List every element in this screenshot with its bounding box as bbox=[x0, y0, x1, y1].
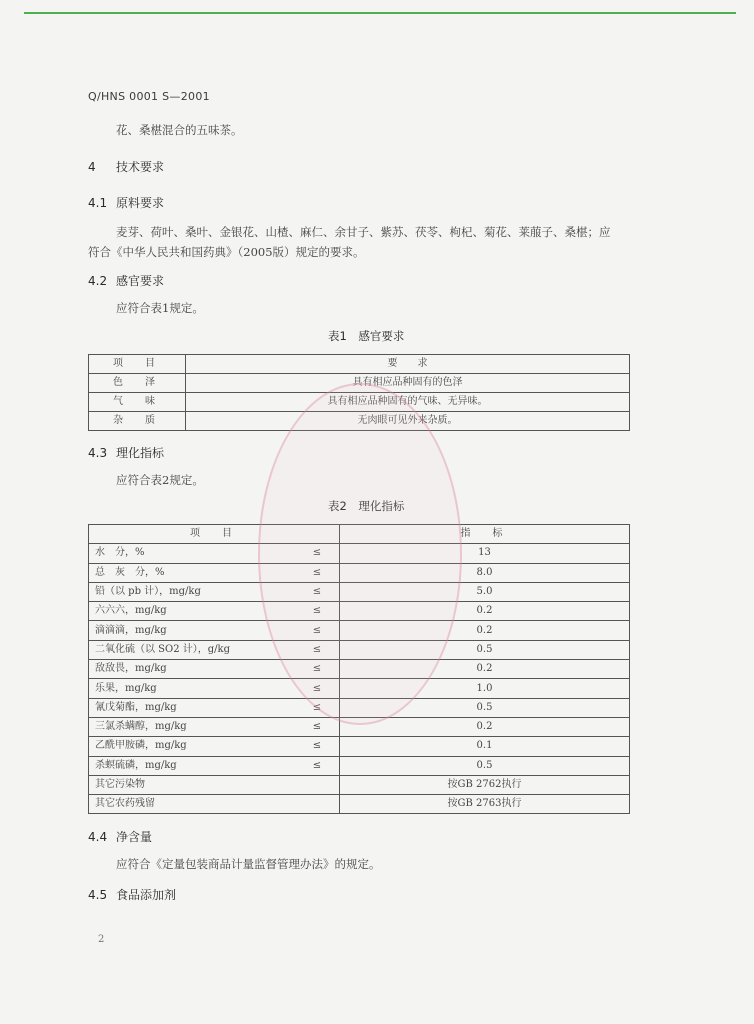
item-cell: 敌敌畏，mg/kg bbox=[89, 660, 296, 679]
table-header-row bbox=[89, 355, 630, 374]
symbol-cell: ≤ bbox=[295, 621, 340, 640]
section-number: 4.3 bbox=[88, 446, 108, 460]
section-title: 原料要求 bbox=[116, 196, 165, 210]
value-cell: 0.5 bbox=[340, 756, 630, 775]
header-cell: 指 标 bbox=[340, 525, 630, 544]
symbol-cell bbox=[295, 775, 340, 794]
section-number: 4.1 bbox=[88, 196, 108, 210]
section-title: 技术要求 bbox=[116, 160, 165, 174]
value-cell: 0.5 bbox=[340, 640, 630, 659]
requirement-cell: 具有相应品种固有的色泽 bbox=[186, 374, 630, 393]
value-cell: 5.0 bbox=[340, 582, 630, 601]
raw-materials-text-line-1: 麦芽、荷叶、桑叶、金银花、山楂、麻仁、余甘子、紫苏、茯苓、枸杞、菊花、莱菔子、桑椹；应 bbox=[116, 225, 611, 239]
net-content-text: 应符合《定量包装商品计量监督管理办法》的规定。 bbox=[116, 857, 381, 871]
section-number: 4.5 bbox=[88, 888, 108, 902]
section-number: 4.4 bbox=[88, 830, 108, 844]
header-cell: 项 目 bbox=[89, 355, 186, 374]
item-cell: 其它农药残留 bbox=[89, 795, 296, 814]
value-cell: 0.2 bbox=[340, 602, 630, 621]
section-4-heading bbox=[88, 158, 164, 175]
value-cell: 0.2 bbox=[340, 660, 630, 679]
section-4-4-heading bbox=[88, 828, 152, 845]
section-4-5-heading bbox=[88, 886, 176, 903]
symbol-cell: ≤ bbox=[295, 679, 340, 698]
raw-materials-text-line-2: 符合《中华人民共和国药典》（2005版）规定的要求。 bbox=[88, 245, 365, 259]
section-4-3-heading bbox=[88, 444, 164, 461]
value-cell: 按GB 2763执行 bbox=[340, 795, 630, 814]
section-number: 4 bbox=[88, 160, 96, 174]
item-cell: 杂 质 bbox=[89, 412, 186, 431]
value-cell: 8.0 bbox=[340, 563, 630, 582]
intro-line: 花、桑椹混合的五味茶。 bbox=[116, 123, 243, 137]
symbol-cell: ≤ bbox=[295, 660, 340, 679]
section-4-1-heading bbox=[88, 194, 164, 211]
top-rule bbox=[24, 12, 736, 14]
value-cell: 按GB 2762执行 bbox=[340, 775, 630, 794]
item-cell: 铅（以 pb 计），mg/kg bbox=[89, 582, 296, 601]
table-row bbox=[89, 737, 630, 756]
table-2-caption: 表2 理化指标 bbox=[328, 499, 405, 513]
sensory-text: 应符合表1规定。 bbox=[116, 301, 204, 315]
requirement-cell: 具有相应品种固有的气味、无异味。 bbox=[186, 393, 630, 412]
symbol-cell: ≤ bbox=[295, 582, 340, 601]
item-cell: 三氯杀螨醇，mg/kg bbox=[89, 717, 296, 736]
header-cell: 项 目 bbox=[89, 525, 340, 544]
value-cell: 0.2 bbox=[340, 621, 630, 640]
symbol-cell: ≤ bbox=[295, 544, 340, 563]
item-cell: 乙酰甲胺磷，mg/kg bbox=[89, 737, 296, 756]
requirement-cell: 无肉眼可见外来杂质。 bbox=[186, 412, 630, 431]
page-number: 2 bbox=[98, 934, 105, 945]
item-cell: 水 分，% bbox=[89, 544, 296, 563]
item-cell: 总 灰 分，% bbox=[89, 563, 296, 582]
official-seal-stamp bbox=[258, 383, 462, 725]
section-title: 食品添加剂 bbox=[116, 888, 177, 902]
item-cell: 滴滴滴，mg/kg bbox=[89, 621, 296, 640]
section-title: 感官要求 bbox=[116, 274, 165, 288]
physchem-text: 应符合表2规定。 bbox=[116, 473, 204, 487]
symbol-cell: ≤ bbox=[295, 563, 340, 582]
symbol-cell: ≤ bbox=[295, 756, 340, 775]
item-cell: 杀螟硫磷，mg/kg bbox=[89, 756, 296, 775]
value-cell: 0.5 bbox=[340, 698, 630, 717]
header-cell: 要 求 bbox=[186, 355, 630, 374]
table-1-caption: 表1 感官要求 bbox=[328, 329, 405, 343]
section-4-2-heading bbox=[88, 272, 164, 289]
value-cell: 0.1 bbox=[340, 737, 630, 756]
symbol-cell: ≤ bbox=[295, 717, 340, 736]
item-cell: 乐果，mg/kg bbox=[89, 679, 296, 698]
value-cell: 13 bbox=[340, 544, 630, 563]
symbol-cell: ≤ bbox=[295, 737, 340, 756]
symbol-cell: ≤ bbox=[295, 602, 340, 621]
item-cell: 二氧化硫（以 SO2 计），g/kg bbox=[89, 640, 296, 659]
table-row bbox=[89, 775, 630, 794]
item-cell: 气 味 bbox=[89, 393, 186, 412]
item-cell: 六六六，mg/kg bbox=[89, 602, 296, 621]
table-row bbox=[89, 756, 630, 775]
section-number: 4.2 bbox=[88, 274, 108, 288]
item-cell: 氰戊菊酯，mg/kg bbox=[89, 698, 296, 717]
table-row bbox=[89, 795, 630, 814]
value-cell: 1.0 bbox=[340, 679, 630, 698]
section-title: 理化指标 bbox=[116, 446, 165, 460]
symbol-cell bbox=[295, 795, 340, 814]
item-cell: 其它污染物 bbox=[89, 775, 296, 794]
section-title: 净含量 bbox=[116, 830, 153, 844]
item-cell: 色 泽 bbox=[89, 374, 186, 393]
symbol-cell: ≤ bbox=[295, 698, 340, 717]
symbol-cell: ≤ bbox=[295, 640, 340, 659]
value-cell: 0.2 bbox=[340, 717, 630, 736]
standard-code: Q/HNS 0001 S—2001 bbox=[88, 90, 210, 103]
